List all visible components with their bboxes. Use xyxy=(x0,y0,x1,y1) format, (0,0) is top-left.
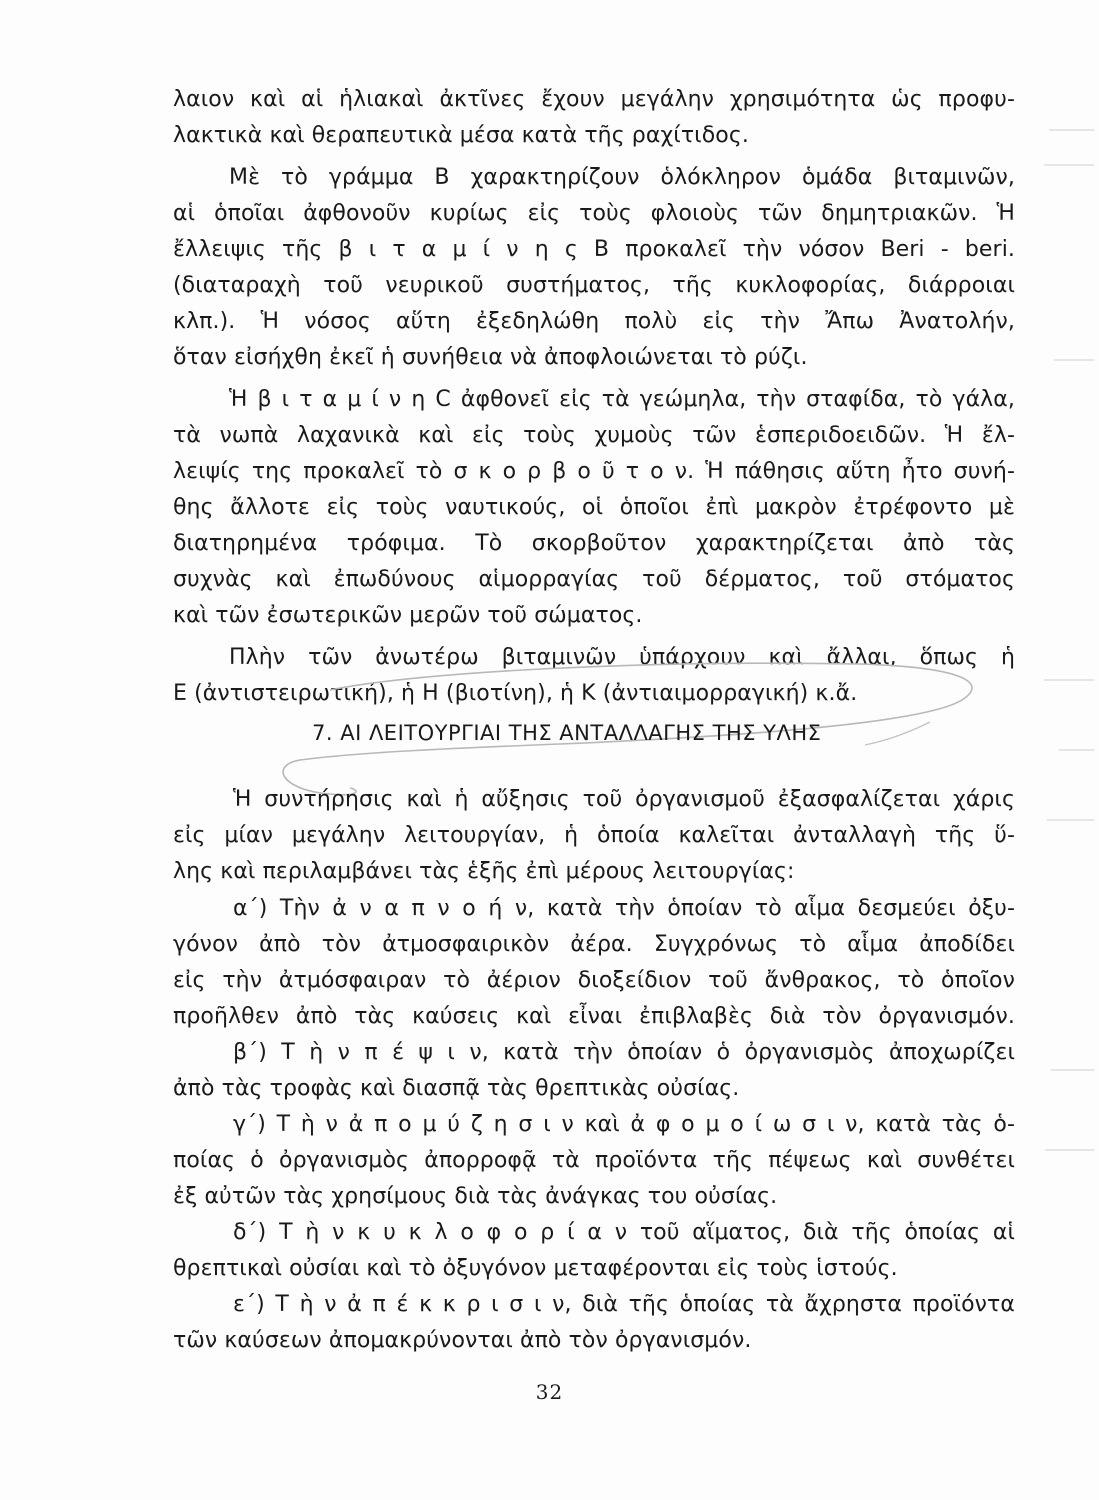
text-line: τὰ νωπὰ λαχανικὰ καὶ εἰς τοὺς χυμοὺς τῶν ἑσπεριδοειδῶν. Ἡ ἔλ- xyxy=(173,423,1015,448)
text-line: ἔλλειψις τῆς β ι τ α μ ί ν η ς Β προκαλεῖ τὴν νόσον Beri - beri. xyxy=(173,237,1015,262)
text-line: ἀπὸ τὰς τροφὰς καὶ διασπᾷ τὰς θρεπτικὰς οὐσίας. xyxy=(173,1076,740,1101)
text-line: λαιον καὶ αἱ ἡλιακαὶ ἀκτῖνες ἔχουν μεγάλην χρησιμότητα ὡς προφυ- xyxy=(173,87,1015,112)
text-line: καὶ τῶν ἐσωτερικῶν μερῶν τοῦ σώματος. xyxy=(173,603,643,628)
text-line: τῶν καύσεων ἀπομακρύνονται ἀπὸ τὸν ὀργανισμόν. xyxy=(173,1328,752,1353)
text-line: θης ἄλλοτε εἰς τοὺς ναυτικούς, οἱ ὁποῖοι ἐπὶ μακρὸν ἐτρέφοντο μὲ xyxy=(173,495,1015,520)
text-line: δ΄) Τ ὴ ν κ υ κ λ ο φ ο ρ ί α ν τοῦ αἵματος, διὰ τῆς ὁποίας αἱ xyxy=(233,1220,1015,1245)
text-line: ὅταν εἰσήχθη ἐκεῖ ἡ συνήθεια νὰ ἀποφλοιώνεται τὸ ρύζι. xyxy=(173,345,808,370)
text-line: θρεπτικαὶ οὐσίαι καὶ τὸ ὀξυγόνον μεταφέρονται εἰς τοὺς ἱστούς. xyxy=(173,1256,898,1281)
text-line: (διαταραχὴ τοῦ νευρικοῦ συστήματος, τῆς κυκλοφορίας, διάρροιαι xyxy=(173,273,1015,298)
text-line: α΄) Τὴν ἀ ν α π ν ο ή ν, κατὰ τὴν ὁποίαν τὸ αἷμα δεσμεύει ὀξυ- xyxy=(233,896,1015,921)
text-line: διατηρημένα τρόφιμα. Τὸ σκορβοῦτον χαρακτηρίζεται ἀπὸ τὰς xyxy=(173,531,1015,556)
text-line: λακτικὰ καὶ θεραπευτικὰ μέσα κατὰ τῆς ραχίτιδος. xyxy=(173,123,749,148)
text-line: προῆλθεν ἀπὸ τὰς καύσεις καὶ εἶναι ἐπιβλαβὲς διὰ τὸν ὀργανισμόν. xyxy=(173,1004,1015,1029)
text-line: συχνὰς καὶ ἐπωδύνους αἱμορραγίας τοῦ δέρματος, τοῦ στόματος xyxy=(173,567,1015,592)
text-line: ε΄) Τ ὴ ν ἀ π έ κ κ ρ ι σ ι ν, διὰ τῆς ὁποίας τὰ ἄχρηστα προϊόντα xyxy=(233,1292,1015,1317)
text-line: Πλὴν τῶν ἀνωτέρω βιταμινῶν ὑπάρχουν καὶ ἄλλαι, ὅπως ἡ xyxy=(229,645,1015,670)
page-number: 32 xyxy=(535,1380,564,1404)
text-line: Μὲ τὸ γράμμα Β χαρακτηρίζουν ὁλόκληρον ὁμάδα βιταμινῶν, xyxy=(229,165,1015,190)
text-line: λειψίς της προκαλεῖ τὸ σ κ ο ρ β ο ῦ τ ο ν. Ἡ πάθησις αὕτη ἦτο συνή- xyxy=(173,459,1015,484)
text-line: Ἡ β ι τ α μ ί ν η C ἀφθονεῖ εἰς τὰ γεώμηλα, τὴν σταφίδα, τὸ γάλα, xyxy=(229,387,1015,412)
text-line: Ἡ συντήρησις καὶ ἡ αὔξησις τοῦ ὀργανισμοῦ ἐξασφαλίζεται χάρις xyxy=(233,787,1015,812)
text-line: β΄) Τ ὴ ν π έ ψ ι ν, κατὰ τὴν ὁποίαν ὁ ὀργανισμὸς ἀποχωρίζει xyxy=(233,1040,1015,1065)
text-line: αἱ ὁποῖαι ἀφθονοῦν κυρίως εἰς τοὺς φλοιοὺς τῶν δημητριακῶν. Ἡ xyxy=(173,201,1015,226)
text-line: εἰς τὴν ἀτμόσφαιραν τὸ ἀέριον διοξείδιον τοῦ ἄνθρακος, τὸ ὁποῖον xyxy=(173,968,1015,993)
text-line: ἐξ αὐτῶν τὰς χρησίμους διὰ τὰς ἀνάγκας του οὐσίας. xyxy=(173,1184,778,1209)
text-line: γόνον ἀπὸ τὸν ἀτμοσφαιρικὸν ἀέρα. Συγχρόνως τὸ αἷμα ἀποδίδει xyxy=(173,932,1015,957)
text-line: ποίας ὁ ὀργανισμὸς ἀπορροφᾷ τὰ προϊόντα τῆς πέψεως καὶ συνθέτει xyxy=(173,1148,1015,1173)
show-through-text xyxy=(1039,60,1099,1260)
section-heading: 7. ΑΙ ΛΕΙΤΟΥΡΓΙΑΙ ΤΗΣ ΑΝΤΑΛΛΑΓΗΣ ΤΗΣ ΥΛΗΣ xyxy=(312,721,822,745)
text-line: λης καὶ περιλαμβάνει τὰς ἑξῆς ἐπὶ μέρους λειτουργίας: xyxy=(173,859,795,884)
text-line: γ΄) Τ ὴ ν ἀ π ο μ ύ ζ η σ ι ν καὶ ἀ φ ο μ ο ί ω σ ι ν, κατὰ τὰς ὁ- xyxy=(233,1112,1015,1137)
text-line: Ε (ἀντιστειρωτική), ἡ Η (βιοτίνη), ἡ Κ (ἀντιαιμορραγική) κ.ἄ. xyxy=(173,681,858,706)
text-line: κλπ.). Ἡ νόσος αὕτη ἐξεδηλώθη πολὺ εἰς τὴν Ἄπω Ἀνατολήν, xyxy=(173,309,1015,334)
text-line: εἰς μίαν μεγάλην λειτουργίαν, ἡ ὁποία καλεῖται ἀνταλλαγὴ τῆς ὕ- xyxy=(173,823,1015,848)
